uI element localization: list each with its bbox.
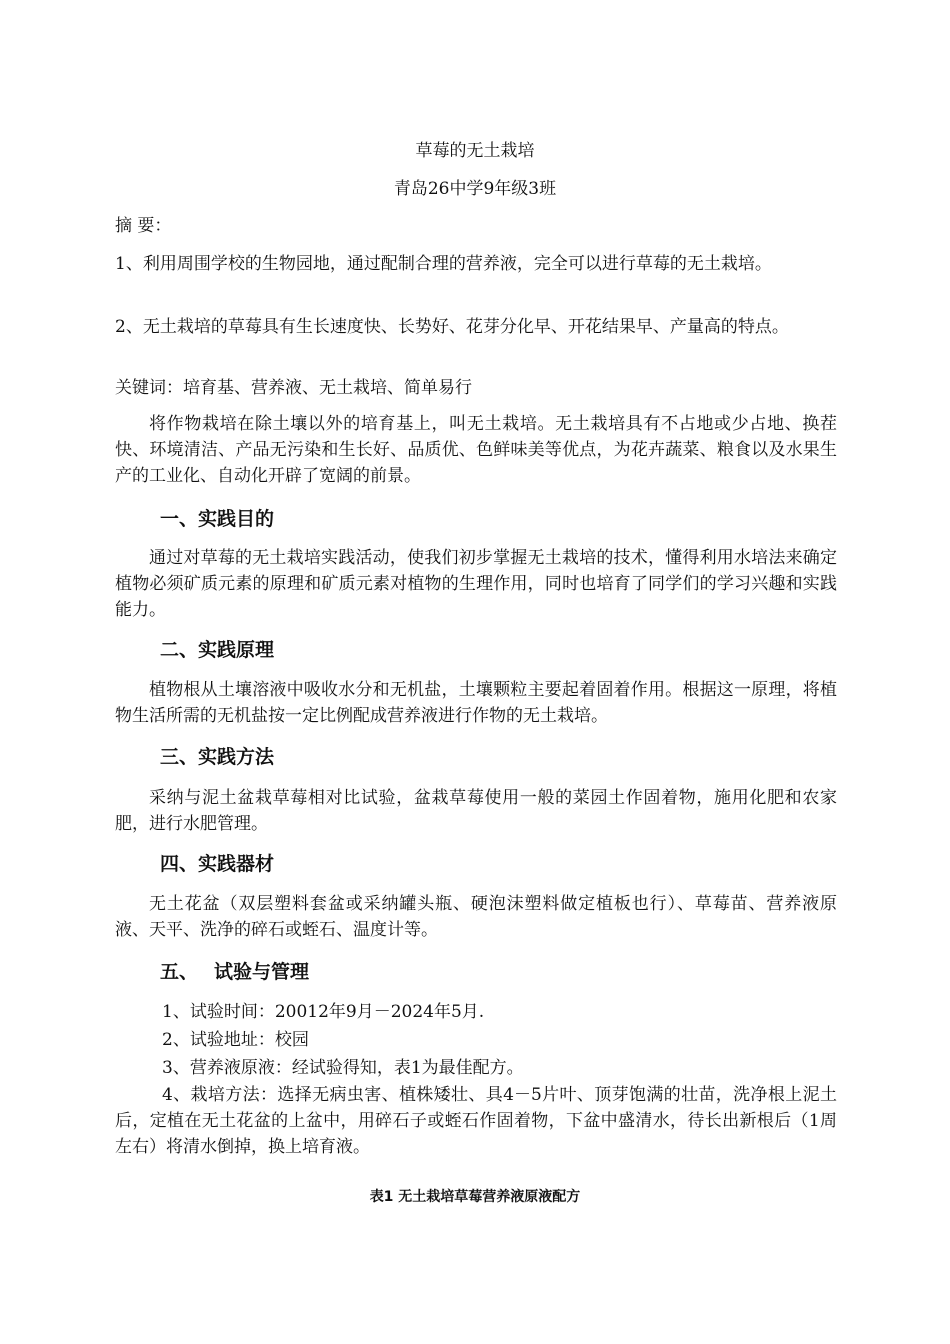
section-body-method: 采纳与泥土盆栽草莓相对比试验，盆栽草莓使用一般的菜园土作固着物，施用化肥和农家肥，进行水肥管理。	[115, 788, 837, 834]
section-heading-number: 五、	[160, 961, 199, 983]
section-heading-method: 三、实践方法	[160, 746, 275, 768]
section-body-principle: 植物根从土壤溶液中吸收水分和无机盐，土壤颗粒主要起着固着作用。根据这一原理，将植物生活所需的无机盐按一定比例配成营养液进行作物的无土栽培。	[115, 680, 837, 726]
intro-paragraph: 将作物栽培在除土壤以外的培育基上，叫无土栽培。无土栽培具有不占地或少占地、换茬快、环境清洁、产品无污染和生长好、品质优、色鲜味美等优点，为花卉蔬菜、粮食以及水果生产的工业化、自动化开辟了宽阔的前景。	[115, 414, 837, 486]
document-author: 青岛26中学9年级3班	[393, 179, 557, 199]
section-body-purpose: 通过对草莓的无土栽培实践活动，使我们初步掌握无土栽培的技术，懂得利用水培法来确定植物必须矿质元素的原理和矿质元素对植物的生理作用，同时也培育了同学们的学习兴趣和实践能力。	[115, 548, 837, 620]
section-heading-purpose: 一、实践目的	[160, 508, 275, 530]
experiment-item-2: 2、试验地址：校园	[162, 1030, 309, 1050]
section-heading-text: 试验与管理	[214, 961, 310, 983]
abstract-label: 摘 要：	[115, 216, 172, 236]
abstract-item-2: 2、无土栽培的草莓具有生长速度快、长势好、花芽分化早、开花结果早、产量高的特点。	[115, 317, 789, 337]
section-heading-experiment	[160, 958, 309, 986]
section-heading-principle: 二、实践原理	[160, 639, 275, 661]
table-caption: 表1 无土栽培草莓营养液原液配方	[369, 1189, 581, 1205]
document-title: 草莓的无土栽培	[415, 141, 535, 161]
section-body-equipment: 无土花盆（双层塑料套盆或采纳罐头瓶、硬泡沫塑料做定植板也行）、草莓苗、营养液原液、天平、洗净的碎石或蛭石、温度计等。	[115, 894, 837, 940]
section-heading-equipment: 四、实践器材	[160, 853, 275, 875]
experiment-item-4: 4、栽培方法：选择无病虫害、植株矮壮、具4－5片叶、顶芽饱满的壮苗，洗净根上泥土后，定植在无土花盆的上盆中，用碎石子或蛭石作固着物，下盆中盛清水，待长出新根后（1周左右）将清水倒掉，换上培育液。	[115, 1085, 837, 1157]
experiment-item-3: 3、营养液原液：经试验得知，表1为最佳配方。	[162, 1058, 524, 1078]
abstract-item-1: 1、利用周围学校的生物园地，通过配制合理的营养液，完全可以进行草莓的无土栽培。	[115, 254, 772, 274]
experiment-item-1: 1、试验时间：20012年9月－2024年5月.	[162, 1002, 485, 1022]
keywords: 关键词：培育基、营养液、无土栽培、简单易行	[115, 378, 472, 398]
